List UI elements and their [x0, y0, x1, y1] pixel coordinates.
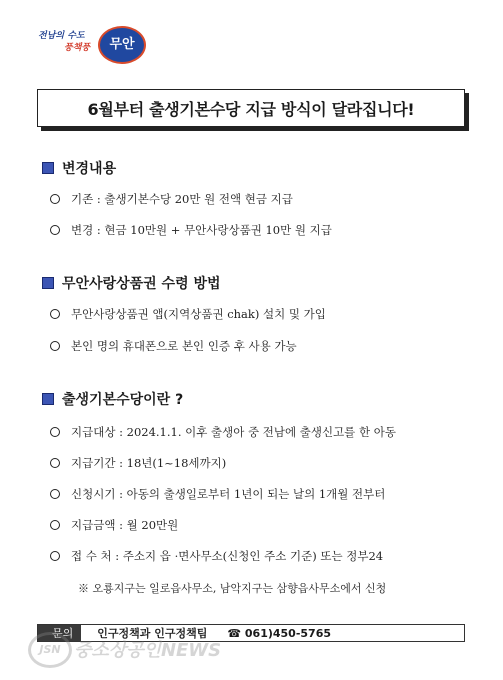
- section-heading-voucher: [42, 273, 221, 293]
- circle-bullet-icon: [50, 225, 60, 235]
- list-item: [50, 191, 293, 207]
- circle-bullet-icon: [50, 309, 60, 319]
- logo-slogan-line1: 전남의 수도: [38, 31, 85, 41]
- logo-slogan-line2: 풍책풍: [64, 43, 91, 53]
- list-item-text: 변경 : 현금 10만원 + 무안사랑상품권 10만 원 지급: [71, 223, 332, 237]
- list-item: [50, 424, 396, 440]
- list-item-text: 기존 : 출생기본수당 20만 원 전액 현금 지급: [71, 192, 293, 206]
- list-item-text: 본인 명의 휴대폰으로 본인 인증 후 사용 가능: [71, 339, 297, 353]
- list-item: [50, 517, 178, 533]
- list-item: [50, 548, 383, 564]
- list-item-text: 지급금액 : 월 20만원: [71, 518, 179, 532]
- circle-bullet-icon: [50, 551, 60, 561]
- list-item-text: 무안사랑상품권 앱(지역상품권 chak) 설치 및 가입: [71, 307, 326, 321]
- section-heading-text: 무안사랑상품권 수령 방법: [62, 276, 221, 292]
- list-item-text: 접 수 처 : 주소지 읍 ·면사무소(신청인 주소 기준) 또는 정부24: [71, 549, 384, 563]
- logo-badge: 무안: [98, 26, 146, 64]
- watermark-text: 중소상공인NEWS: [74, 640, 222, 661]
- list-item: [50, 222, 332, 238]
- square-bullet-icon: [42, 162, 54, 174]
- municipal-logo: [34, 24, 144, 68]
- circle-bullet-icon: [50, 341, 60, 351]
- watermark-logo-icon: JSN: [28, 632, 72, 668]
- circle-bullet-icon: [50, 427, 60, 437]
- list-item: [50, 306, 326, 322]
- section-heading-allowance: [42, 389, 183, 409]
- contact-phone: ☎ 061)450-5765: [227, 626, 332, 640]
- contact-label: 문의: [38, 625, 81, 641]
- notice-title-box: [37, 89, 465, 127]
- contact-bar: [37, 624, 465, 642]
- section-heading-text: 변경내용: [62, 161, 117, 177]
- list-item-text: 지급대상 : 2024.1.1. 이후 출생아 중 전남에 출생신고를 한 아동: [71, 425, 396, 439]
- list-item: [50, 455, 226, 471]
- section-heading-changes: [42, 158, 116, 178]
- list-item: [50, 486, 385, 502]
- notice-title: 6월부터 출생기본수당 지급 방식이 달라집니다!: [87, 99, 415, 119]
- circle-bullet-icon: [50, 458, 60, 468]
- list-item-text: 신청시기 : 아동의 출생일로부터 1년이 되는 날의 1개월 전부터: [71, 487, 386, 501]
- square-bullet-icon: [42, 277, 54, 289]
- contact-department: 인구정책과 인구정책팀: [97, 627, 208, 640]
- circle-bullet-icon: [50, 194, 60, 204]
- section-heading-text: 출생기본수당이란 ?: [62, 392, 184, 408]
- square-bullet-icon: [42, 393, 54, 405]
- circle-bullet-icon: [50, 489, 60, 499]
- circle-bullet-icon: [50, 520, 60, 530]
- footnote: ※ 오룡지구는 일로읍사무소, 남악지구는 삼향읍사무소에서 신청: [78, 582, 387, 595]
- list-item: [50, 338, 297, 354]
- list-item-text: 지급기간 : 18년(1~18세까지): [71, 456, 227, 470]
